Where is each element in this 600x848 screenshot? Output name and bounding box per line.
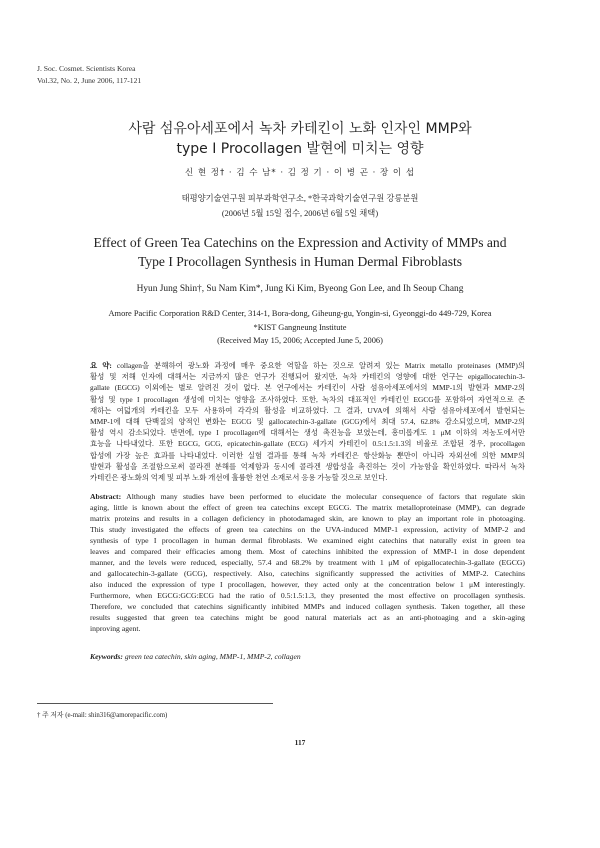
- journal-name: J. Soc. Cosmet. Scientists Korea: [37, 64, 136, 73]
- affiliation-line: *KIST Gangneung Institute: [253, 322, 347, 332]
- abstract-line: Furthermore, when EGCG:GCG:ECG had the ratio of 0.5:1.5:1.3, they presented the most effective on procollagen synthesis.: [90, 591, 525, 600]
- abstract-line: Abstract: Although many studies have been performed to elucidate the molecular consequence of factors that regulate skin: [90, 492, 525, 501]
- korean-abstract: [90, 360, 525, 483]
- abstract-line: 요 약: collagen을 분해하여 광노화 과정에 매우 중요한 역할을 하는 것으로 알려져 있는 Matrix metallo proteinases (MMP)의: [90, 361, 525, 370]
- abstract-line: aging, little is known about the effect of green tea catechins except EGCG. The matrix metalloproteinase (MMP), can degrade: [90, 503, 525, 512]
- korean-title-line: 사람 섬유아세포에서 녹차 카테킨이 노화 인자인 MMP와: [128, 121, 472, 137]
- abstract-line: leaves and compared their efficacies among them. Most of catechins inhibited the expression of MMP-1 in dose dependent: [90, 547, 525, 556]
- korean-title-line: type I Procollagen 발현에 미치는 영향: [176, 141, 424, 157]
- korean-authors: 신 현 정† · 김 수 남* · 김 정 기 · 이 병 곤 · 장 이 섭: [184, 168, 416, 178]
- english-title-line: Effect of Green Tea Catechins on the Expression and Activity of MMPs and: [93, 235, 507, 250]
- korean-affiliation-block: [0, 191, 600, 221]
- english-title: [0, 233, 600, 271]
- abstract-line: 효능을 나타내었다. 또한 EGCG, GCG, epicatechin-gallate (ECG) 세가지 카테킨이 0.5:1.5:1.3의 비율로 조합된 경우, procollagen: [90, 439, 525, 449]
- abstract-line: 활성 및 type I procollagen 생성에 미치는 영향을 조사하였다. 또한, 녹차의 대표적인 카테킨인 EGCG를 포함하여 자연적으로 존: [90, 394, 525, 404]
- abstract-line: gallate (EGCG) 이외에는 별로 알려진 것이 없다. 본 연구에서는 카테킨이 사람 섬유아세포에서의 MMP-1의 발현과 MMP-2의: [90, 383, 525, 393]
- abstract-line: MMP-1에 대해 단백질의 양적인 변화는 EGCG 및 gallocatechin-3-gallate (GCG)에서 최대 57.4, 62.8% 감소되었으며, MMP-2의: [90, 416, 525, 426]
- affiliation-line: Amore Pacific Corporation R&D Center, 314-1, Bora-dong, Giheung-gu, Yongin-si, Gyeonggi-do 449-729, Korea: [108, 309, 492, 318]
- footnote: † 주 저자 (e-mail: shin316@amorepacific.com): [37, 712, 168, 719]
- abstract-line: 합성에 가장 높은 효과를 나타내었다. 이러한 실험 결과를 통해 녹차 카테킨은 항산화능 뿐만이 아니라 자외선에 의한 MMP의: [90, 450, 525, 460]
- journal-header: [37, 63, 141, 87]
- korean-title: [0, 119, 600, 159]
- keywords-text: green tea catechin, skin aging, MMP-1, MMP-2, collagen: [124, 652, 301, 661]
- page-number: 117: [294, 738, 306, 747]
- abstract-line: 발현과 활성을 조절함으로써 콜라겐 분해를 억제함과 동시에 콜라겐 생합성을 촉진하는 것이 가능함을 확인하였다. 따라서 녹차: [90, 461, 525, 471]
- journal-issue: Vol.32, No. 2, June 2006, 117-121: [37, 76, 142, 85]
- keywords: [90, 652, 301, 661]
- abstract-line: Therefore, we concluded that catechins significantly inhibited MMPs and induced collagen synthesis. Taken together, all these: [90, 602, 525, 611]
- korean-abstract-label: 요 약:: [90, 361, 112, 370]
- abstract-line: 카테킨은 광노화의 억제 및 피부 노화 개선에 훌륭한 천연 소재로서 응용 가능할 것으로 보인다.: [90, 472, 388, 482]
- abstract-label: Abstract:: [90, 492, 122, 501]
- abstract-line: and gallocatechin-3-gallate (GCG), respectively. Also, catechins significantly suppressed the activities of MMP-2. Catechins: [90, 569, 525, 578]
- abstract-line: results suggested that green tea catechins might be good natural materials act as an anti-photoaging and a skin-aging: [90, 613, 525, 622]
- english-authors: Hyun Jung Shin†, Su Nam Kim*, Jung Ki Kim, Byeong Gon Lee, and Ih Seoup Chang: [136, 284, 464, 294]
- english-affiliation: [0, 307, 600, 348]
- footnote-divider: [37, 703, 273, 704]
- abstract-line: inproving agent.: [90, 624, 141, 633]
- abstract-line: matrix proteins and results in a collagen deficiency in photodamaged skin, are known to play an important role in photoaging.: [90, 514, 525, 523]
- keywords-label: Keywords:: [90, 652, 123, 661]
- abstract-line: 재하는 여덟개의 카테킨을 모두 사용하여 각각의 활성을 비교하였다. 그 결과, UVA에 의해서 사람 섬유아세포에서 발현되는: [90, 405, 525, 415]
- korean-affiliation: 태평양기술연구원 피부과학연구소, *한국과학기술연구원 강릉분원: [181, 194, 419, 203]
- korean-dates: (2006년 5월 15일 접수, 2006년 6월 5일 채택): [221, 209, 379, 218]
- abstract-line: manner, and the levels were reduced, especially, 57.4 and 68.2% by treatment with 1 μM of epigallocatechin-3-gallate (EGCG): [90, 558, 525, 567]
- english-title-line: Type I Procollagen Synthesis in Human Dermal Fibroblasts: [137, 254, 463, 269]
- abstract-line: This study investigated the effects of green tea catechins on the UVA-induced MMP-1 expression, activity of MMP-2 and: [90, 525, 525, 534]
- abstract-line: also induced the expression of type I procollagen, however, they acted only at the concentration below 1 μM interestingly.: [90, 580, 525, 589]
- abstract-line: 활성 및 저해 인자에 대해서는 지금까지 많은 연구가 진행되어 왔지만, 녹차 카테킨의 영향에 대한 연구는 epigallocatechin-3-: [90, 372, 525, 382]
- abstract-line: 활성 역시 감소되었다. 반면에, type I procollagen에 대해서는 생성 촉진능을 보였는데, 흥미롭게도 1 μM 이하의 저농도에서만: [90, 428, 525, 438]
- english-abstract: [90, 491, 525, 634]
- abstract-line: synthesis of type I procollagen in human dermal fibroblasts. We examined eight catechins that naturally exist in green tea: [90, 536, 525, 545]
- received-dates: (Received May 15, 2006; Accepted June 5, 2006): [217, 336, 383, 345]
